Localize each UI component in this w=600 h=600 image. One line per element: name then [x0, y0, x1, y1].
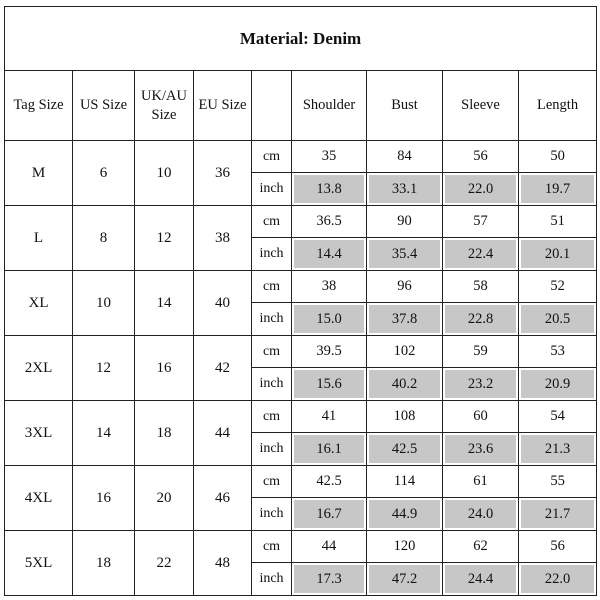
length-inch-value: 21.3 — [519, 433, 597, 466]
unit-inch-label: inch — [252, 238, 292, 271]
title-row — [5, 7, 597, 71]
length-cm-value: 52 — [519, 271, 597, 303]
sleeve-cm-value: 61 — [443, 466, 519, 498]
shoulder-inch-value: 13.8 — [292, 173, 367, 206]
us-size-cell: 8 — [73, 206, 135, 271]
unit-inch-label: inch — [252, 368, 292, 401]
header-sleeve: Sleeve — [443, 71, 519, 141]
length-cm-value: 56 — [519, 531, 597, 563]
bust-inch-value: 37.8 — [367, 303, 443, 336]
length-inch-value: 20.5 — [519, 303, 597, 336]
ukau-size-cell: 18 — [135, 401, 194, 466]
shoulder-cm-value: 42.5 — [292, 466, 367, 498]
unit-inch-label: inch — [252, 563, 292, 596]
ukau-size-cell: 16 — [135, 336, 194, 401]
us-size-cell: 6 — [73, 141, 135, 206]
sleeve-inch-value: 24.4 — [443, 563, 519, 596]
ukau-size-cell: 14 — [135, 271, 194, 336]
sleeve-cm-value: 56 — [443, 141, 519, 173]
shoulder-inch-value: 15.6 — [292, 368, 367, 401]
bust-inch-value: 42.5 — [367, 433, 443, 466]
sleeve-cm-value: 59 — [443, 336, 519, 368]
header-unit — [252, 71, 292, 141]
eu-size-cell: 48 — [194, 531, 252, 596]
sleeve-inch-value: 23.2 — [443, 368, 519, 401]
size-chart-table — [4, 6, 597, 596]
size-row-cm — [5, 336, 597, 368]
shoulder-inch-value: 14.4 — [292, 238, 367, 271]
tag-size-cell: XL — [5, 271, 73, 336]
bust-inch-value: 33.1 — [367, 173, 443, 206]
tag-size-cell: 4XL — [5, 466, 73, 531]
shoulder-cm-value: 38 — [292, 271, 367, 303]
tag-size-cell: M — [5, 141, 73, 206]
unit-cm-label: cm — [252, 336, 292, 368]
length-cm-value: 50 — [519, 141, 597, 173]
size-chart-body — [5, 7, 597, 596]
bust-cm-value: 102 — [367, 336, 443, 368]
length-cm-value: 53 — [519, 336, 597, 368]
size-row-cm — [5, 141, 597, 173]
unit-cm-label: cm — [252, 466, 292, 498]
header-eu-size: EU Size — [194, 71, 252, 141]
length-inch-value: 20.9 — [519, 368, 597, 401]
length-inch-value: 21.7 — [519, 498, 597, 531]
header-us-size: US Size — [73, 71, 135, 141]
sleeve-inch-value: 22.0 — [443, 173, 519, 206]
sleeve-cm-value: 57 — [443, 206, 519, 238]
length-cm-value: 51 — [519, 206, 597, 238]
size-row-cm — [5, 531, 597, 563]
ukau-size-cell: 10 — [135, 141, 194, 206]
bust-cm-value: 114 — [367, 466, 443, 498]
us-size-cell: 14 — [73, 401, 135, 466]
shoulder-cm-value: 39.5 — [292, 336, 367, 368]
unit-cm-label: cm — [252, 531, 292, 563]
header-ukau-size: UK/AU Size — [135, 71, 194, 141]
header-tag-size: Tag Size — [5, 71, 73, 141]
bust-cm-value: 96 — [367, 271, 443, 303]
bust-inch-value: 35.4 — [367, 238, 443, 271]
bust-inch-value: 40.2 — [367, 368, 443, 401]
tag-size-cell: L — [5, 206, 73, 271]
shoulder-inch-value: 16.7 — [292, 498, 367, 531]
tag-size-cell: 3XL — [5, 401, 73, 466]
ukau-size-cell: 20 — [135, 466, 194, 531]
header-bust: Bust — [367, 71, 443, 141]
shoulder-cm-value: 41 — [292, 401, 367, 433]
header-shoulder: Shoulder — [292, 71, 367, 141]
unit-cm-label: cm — [252, 141, 292, 173]
size-row-cm — [5, 271, 597, 303]
length-inch-value: 20.1 — [519, 238, 597, 271]
length-inch-value: 19.7 — [519, 173, 597, 206]
eu-size-cell: 36 — [194, 141, 252, 206]
us-size-cell: 16 — [73, 466, 135, 531]
size-row-cm — [5, 206, 597, 238]
unit-cm-label: cm — [252, 206, 292, 238]
shoulder-inch-value: 16.1 — [292, 433, 367, 466]
size-row-cm — [5, 466, 597, 498]
length-cm-value: 55 — [519, 466, 597, 498]
bust-cm-value: 90 — [367, 206, 443, 238]
shoulder-cm-value: 36.5 — [292, 206, 367, 238]
length-inch-value: 22.0 — [519, 563, 597, 596]
sleeve-cm-value: 58 — [443, 271, 519, 303]
us-size-cell: 12 — [73, 336, 135, 401]
shoulder-cm-value: 35 — [292, 141, 367, 173]
bust-cm-value: 120 — [367, 531, 443, 563]
tag-size-cell: 5XL — [5, 531, 73, 596]
ukau-size-cell: 12 — [135, 206, 194, 271]
size-row-cm — [5, 401, 597, 433]
sleeve-inch-value: 23.6 — [443, 433, 519, 466]
bust-inch-value: 47.2 — [367, 563, 443, 596]
unit-inch-label: inch — [252, 303, 292, 336]
length-cm-value: 54 — [519, 401, 597, 433]
shoulder-inch-value: 17.3 — [292, 563, 367, 596]
bust-inch-value: 44.9 — [367, 498, 443, 531]
us-size-cell: 10 — [73, 271, 135, 336]
us-size-cell: 18 — [73, 531, 135, 596]
sleeve-inch-value: 22.4 — [443, 238, 519, 271]
unit-cm-label: cm — [252, 401, 292, 433]
header-length: Length — [519, 71, 597, 141]
sleeve-inch-value: 22.8 — [443, 303, 519, 336]
unit-inch-label: inch — [252, 173, 292, 206]
eu-size-cell: 42 — [194, 336, 252, 401]
sleeve-cm-value: 62 — [443, 531, 519, 563]
unit-inch-label: inch — [252, 498, 292, 531]
eu-size-cell: 40 — [194, 271, 252, 336]
eu-size-cell: 46 — [194, 466, 252, 531]
unit-inch-label: inch — [252, 433, 292, 466]
bust-cm-value: 108 — [367, 401, 443, 433]
header-row — [5, 71, 597, 141]
tag-size-cell: 2XL — [5, 336, 73, 401]
shoulder-cm-value: 44 — [292, 531, 367, 563]
bust-cm-value: 84 — [367, 141, 443, 173]
chart-title: Material: Denim — [5, 7, 597, 71]
sleeve-cm-value: 60 — [443, 401, 519, 433]
eu-size-cell: 38 — [194, 206, 252, 271]
unit-cm-label: cm — [252, 271, 292, 303]
shoulder-inch-value: 15.0 — [292, 303, 367, 336]
eu-size-cell: 44 — [194, 401, 252, 466]
sleeve-inch-value: 24.0 — [443, 498, 519, 531]
ukau-size-cell: 22 — [135, 531, 194, 596]
